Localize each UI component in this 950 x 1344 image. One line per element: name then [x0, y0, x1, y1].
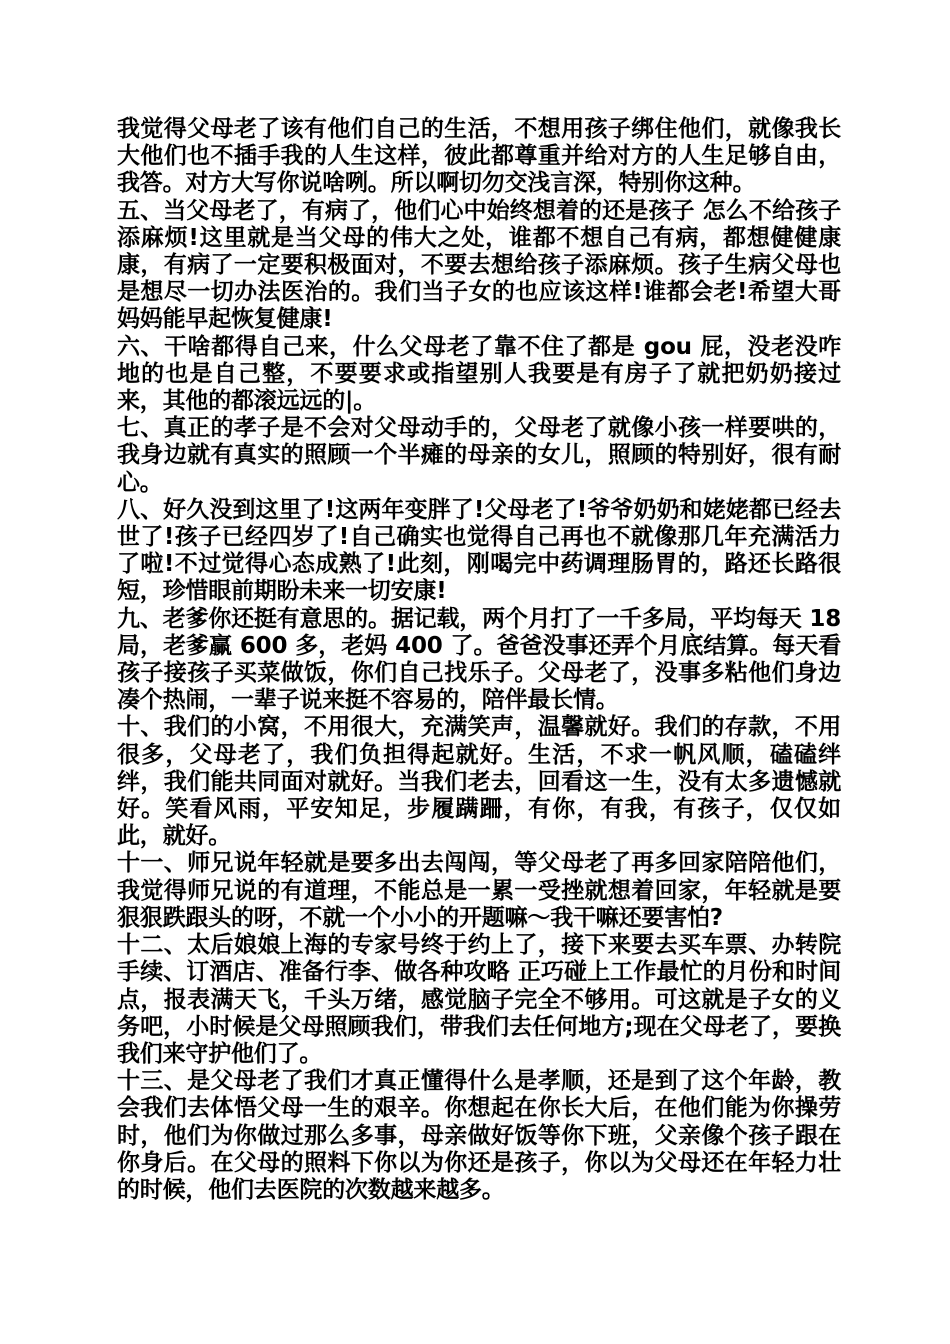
paragraph-9: 九、老爹你还挺有意思的。据记载，两个月打了一千多局，平均每天 18 局，老爹赢 600 多，老妈 400 了。爸爸没事还弄个月底结算。每天看孩子接孩子买菜做饭，你们自己找乐子。父母老了，没事多粘他们身边凑个热闹，一辈子说来挺不容易的，陪伴最长情。 [117, 605, 841, 714]
paragraph-6: 六、干啥都得自己来，什么父母老了靠不住了都是 gou 屁，没老没咋地的也是自己整，不要要求或指望别人我要是有房子了就把奶奶接过来，其他的都滚远远的|。 [117, 333, 841, 415]
paragraph-11: 十一、师兄说年轻就是要多出去闯闯，等父母老了再多回家陪陪他们，我觉得师兄说的有道理，不能总是一累一受挫就想着回家，年轻就是要狠狠跌跟头的呀，不就一个小小的开题嘛～我干嘛还要害怕? [117, 850, 841, 931]
paragraph-10: 十、我们的小窝，不用很大，充满笑声，温馨就好。我们的存款，不用很多，父母老了，我们负担得起就好。生活，不求一帆风顺，磕磕绊绊，我们能共同面对就好。当我们老去，回看这一生，没有太多遗憾就好。笑看风雨，平安知足，步履蹒跚，有你，有我，有孩子，仅仅如此，就好。 [117, 714, 841, 850]
paragraph-intro: 我觉得父母老了该有他们自己的生活，不想用孩子绑住他们，就像我长大他们也不插手我的人生这样，彼此都尊重并给对方的人生足够自由，我答。对方大写你说啥咧。所以啊切勿交浅言深，特别你这种。 [117, 116, 841, 197]
paragraph-5: 五、当父母老了，有病了，他们心中始终想着的还是孩子 怎么不给孩子添麻烦!这里就是当父母的伟大之处，谁都不想自己有病，都想健健康康，有病了一定要积极面对，不要去想给孩子添麻烦。孩子生病父母也是想尽一切办法医治的。我们当子女的也应该这样!谁都会老!希望大哥妈妈能早起恢复健康! [117, 197, 841, 333]
paragraph-13: 十三、是父母老了我们才真正懂得什么是孝顺，还是到了这个年龄，教会我们去体悟父母一生的艰辛。你想起在你长大后，在他们能为你操劳时，他们为你做过那么多事，母亲做好饭等你下班，父亲像个孩子跟在你身后。在父母的照料下你以为你还是孩子，你以为父母还在年轻力壮的时候，他们去医院的次数越来越多。 [117, 1068, 841, 1203]
paragraph-12: 十二、太后娘娘上海的专家号终于约上了，接下来要去买车票、办转院手续、订酒店、准备行李、做各种攻略 正巧碰上工作最忙的月份和时间点，报表满天飞，千头万绪，感觉脑子完全不够用。可这就是子女的义务吧，小时候是父母照顾我们，带我们去任何地方;现在父母老了，要换我们来守护他们了。 [117, 932, 841, 1067]
paragraph-8: 八、好久没到这里了!这两年变胖了!父母老了!爷爷奶奶和姥姥都已经去世了!孩子已经四岁了!自己确实也觉得自己再也不就像那几年充满活力了啦!不过觉得心态成熟了!此刻，刚喝完中药调理肠胃的，路还长路很短，珍惜眼前期盼未来一切安康! [117, 496, 841, 605]
paragraph-7: 七、真正的孝子是不会对父母动手的，父母老了就像小孩一样要哄的，我身边就有真实的照顾一个半瘫的母亲的女儿，照顾的特别好，很有耐心。 [117, 415, 841, 496]
document-body [117, 116, 841, 1204]
